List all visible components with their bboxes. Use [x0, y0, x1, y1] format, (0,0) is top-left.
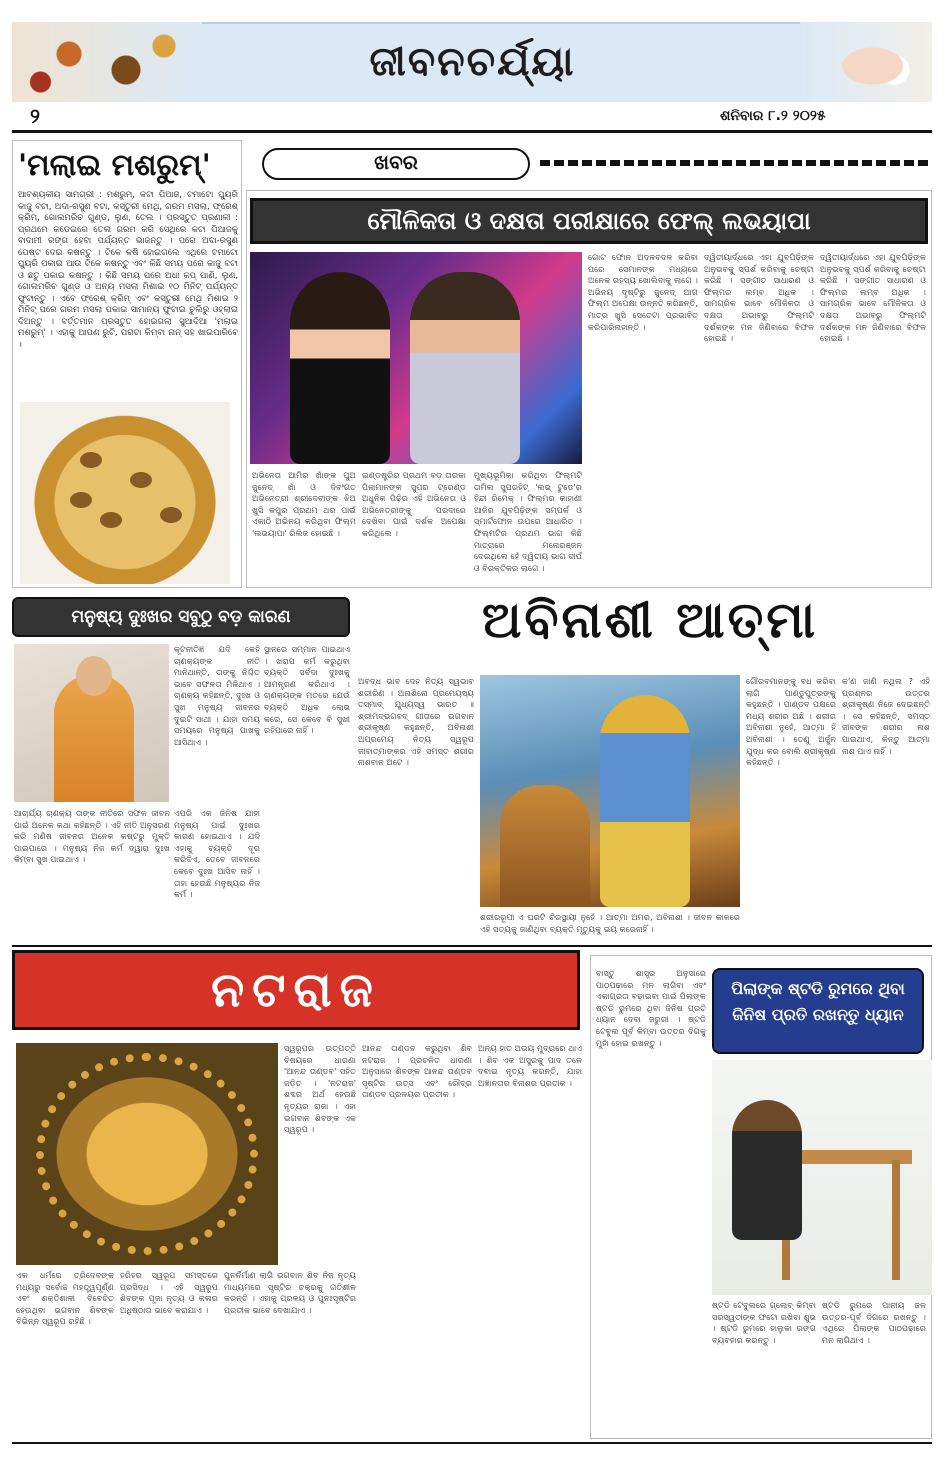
chanakya-column: ଆଚାର୍ଯ୍ୟ ଚାଣକ୍ୟ ତାଙ୍କ ନୀତିରେ ସଫଳ ଜୀବନ ପାଇଁ ଅନେକ କଥା କହିଛନ୍ତି । ଏହି ନୀତି ଅନୁସରଣ କରି ମଣିଷ ଜୀବନର ଅନେକ କଷ୍ଟରୁ ମୁକ୍ତି ପାଇପାରେ । ମନୁଷ୍ୟ ନିଜ କର୍ମ ଦ୍ୱାରା ଦୁଃଖ କିମ୍ବା ସୁଖ ପାଇଥାଏ । — [14, 808, 170, 865]
movie-photo — [250, 252, 582, 464]
news-column: ଦ୍ୱିତୀୟାର୍ଦ୍ଧରେ ଏହା ଯୁବପିଢ଼ିଙ୍କ ଅନୁଭବକୁ ସ୍ପର୍ଶ କରିବାକୁ ଚେଷ୍ଟା କରିଛି । ସଙ୍ଗୀତ ସାଧାରଣ ଓ ଫିଲ୍ମର ଲମ୍ବ ଅଧିକ । ସାମଗ୍ରିକ ଭାବେ ମୌଳିକତା ଓ ଦକ୍ଷତା ଅଭାବରୁ ଫିଲ୍ମଟି ଦର୍ଶକଙ୍କ ମନ ଜିଣିବାରେ ବିଫଳ ହୋଇଛି । — [820, 252, 926, 344]
atma-column: ଶରୀରରୂପୀ ଏ ଘରଟି ଚିରସ୍ଥାୟୀ ନୁହେଁ । ଆତ୍ମା ଅମର, ଅବିନାଶୀ । ଜୀବନ କାଳରେ ଏହି ସତ୍ୟକୁ ଜାଣିଥିବା ବ୍ୟକ୍ତି ମୃତ୍ୟୁକୁ ଭୟ କରେନାହିଁ । — [480, 912, 740, 934]
recipe-text: ଆବଶ୍ୟକୀୟ ସାମଗ୍ରୀ : ମଶରୁମ୍, କଟା ପିଆଜ, ଟମାଟୋ ପ୍ୟୁରି କାଜୁ ବଟା, ଅଦା-ରସୁଣ ବଟା, କସ୍ତୁରୀ ମେଥି, ଗରମ ମସଲା, ଫ୍ରେଶ୍ କ୍ରିମ୍, ଗୋଲମରିଚ ଗୁଣ୍ଡ, ଲୁଣ, ତେଲ । ପ୍ରସ୍ତୁତ ପ୍ରଣାଳୀ : ପ୍ରଥମେ କଡେଇରେ ତେଲ ଗରମ କରି ସେଥିରେ କଟା ପିଆଜକୁ ବାଦାମୀ ରଙ୍ଗ ହେବା ପର୍ଯ୍ୟନ୍ତ ଭାଜନ୍ତୁ । ପରେ ଅଦା-ରସୁଣ ପେଷ୍ଟ ଦେଇ କଷନ୍ତୁ । ଟିକେ କଷି ହୋଇଗଲେ ଏଥିରେ ଟମାଟୋ ପ୍ୟୁରି ପକାଇ ଆଉ ଟିକେ କଷନ୍ତୁ ଏବଂ କିଛି ସମୟ ପରେ କାଜୁ ବଟା ଓ ଛତୁ ପକାଇ କଷନ୍ତୁ । କିଛି ସମୟ ପରେ ଅଧା କପ୍ ପାଣି, ଲୁଣ, ଗୋଲମରିଚ ଗୁଣ୍ଡ ଓ ଅନ୍ୟ ମସଲା ମିଶାଇ ୧୦ ମିନିଟ୍ ପର୍ଯ୍ୟନ୍ତ ଫୁଟାନ୍ତୁ । ଏବେ ଫ୍ରେଶ୍ କ୍ରିମ୍ ଏବଂ କସ୍ତୁରୀ ମେଥି ମିଶାଇ ୨ ମିନିଟ୍ ପରେ ଗରମ ମସଲା ପକାଇ ସାମାନ୍ୟ ଫୁଟାଇ ଚୁଲିରୁ ଓହ୍ଲାଇ ଦିଅନ୍ତୁ । ବର୍ତ୍ତମାନ ପ୍ରସ୍ତୁତ ହୋଇଗଲା ସୁଆଦିଆ 'ମଲାଇ ମଶରୁମ୍' । ଏହାକୁ ଆପଣ ରୁଟି, ପରଟା କିମ୍ବା ନାନ୍ ସହ ଖାଇପାରିବେ । — [18, 190, 238, 350]
chanakya-column: ଏପରି ଏକ ଜିନିଷ ଯାହା ମନୁଷ୍ୟ ପାଇଁ ଦୁଃଖର କାରଣ ହୋଇଥାଏ । ଯଦି ଏହାକୁ ବ୍ୟକ୍ତି ଦୂର କରିଦିଏ, ତେବେ ଜୀବନରେ କେବେ ଦୁଃଖ ଆସିବ ନାହିଁ । ତାହା ହେଉଛି ମନୁଷ୍ୟର ନିଜ କର୍ମ । — [174, 808, 260, 900]
news-column: ମୁଖ୍ୟଭୂମିକା କରିଥିବା ଫିଲ୍ମଟି ତାମିଲ ସୁପରହିଟ୍ 'ଲଭ୍ ଟୁଡେ'ର ହିନ୍ଦୀ ରିମେକ୍ । ଫିଲ୍ମର କାହାଣୀ ଆଜିର ଯୁବପିଢ଼ିଙ୍କ ସମ୍ପର୍କ ଓ ସ୍ମାର୍ଟଫୋନ ଉପରେ ଆଧାରିତ । ଫିଲ୍ମଟିର ପ୍ରଥମ ଭାଗ କିଛି ମାତ୍ରାରେ ମନୋରଞ୍ଜନ ଦେଇଥିଲେ ହେଁ ଦ୍ୱିତୀୟ ଭାଗ ଦୀର୍ଘ ଓ ବିରକ୍ତିକର ଲାଗେ । — [474, 470, 582, 573]
atma-column: ଗୌରବମାନଙ୍କୁ ବଧ କରିବା ଲାଗି ପାଣ୍ଡୁପୁତ୍ରଙ୍କୁ କହୁଛନ୍ତି । ପାଣ୍ଡବ ପକ୍ଷରେ ମଧ୍ୟ ଶରୀର ଅଛି । ଶରୀର ଅବିନାଶୀ ନୁହେଁ, ଆତ୍ମା ହିଁ ଅବିନାଶୀ । ତେଣୁ ଅର୍ଜୁନ ଯୁଦ୍ଧ କର ବୋଲି ଶ୍ରୀକୃଷ୍ଣ କହିଛନ୍ତି । — [746, 676, 836, 768]
nataraj-column: ଏକ ଧର୍ମରେ ତ୍ରିଦେବଙ୍କ ମଧ୍ୟରୁ ସର୍ବୋଚ୍ଚ ମହତ୍ତ୍ୱପୂର୍ଣ୍ଣ ଏବଂ ଶକ୍ତିଶାଳୀ ବିବେଚିତ ହେଉଥିବା ଭଗବାନ ଶିବଙ୍କ ବିଭିନ୍ନ ସ୍ୱରୂପ ରହିଛି । — [16, 1270, 114, 1327]
chanakya-column: ସ୍ଥାନରେ ସମ୍ମାନ ପାଇଥାଏ । ଖରାପ କର୍ମ କରୁଥିବା ବ୍ୟକ୍ତି ସର୍ବଦା ଦୁଃଖକୁ ଆମନ୍ତ୍ରଣ କରିଥାଏ । ଚାଣକ୍ୟଙ୍କ ମତରେ ଯେଉଁ ବ୍ୟକ୍ତି ଅଧିକ ଲୋଭ କରେ, ସେ କେବେ ବି ସୁଖୀ ରହିପାରେ ନାହିଁ । — [264, 644, 350, 736]
nataraj-headline: ନଟରାଜ — [12, 950, 580, 1030]
atma-column: ଅବଦ୍ଧ ଭାବ ଦେହ ନିତ୍ୟ ସ୍ୱଭାବ ଶରୀରିଣ । ଅନାଶିନୋ ପ୍ରମେୟସ୍ୟ ତସ୍ମାଦ୍ ଯୁଧ୍ୟସ୍ୱ ଭାରତ ॥ ଶ୍ରୀମଦ୍ଭଗବଦ୍ ଗୀତାରେ ଭଗବାନ ଶ୍ରୀକୃଷ୍ଣ କହୁଛନ୍ତି, ଅବିନାଶୀ ଅପ୍ରମେୟ ନିତ୍ୟ ସ୍ୱରୂପ ଜୀବାତ୍ମାଙ୍କର ଏହି ସମସ୍ତ ଶରୀର ନାଶବାନ ଅଟେ । — [358, 676, 474, 768]
news-column: ଦ୍ୱିତୀୟାର୍ଦ୍ଧରେ ଏହା ଯୁବପିଢ଼ିଙ୍କ ଅନୁଭବକୁ ସ୍ପର୍ଶ କରିବାକୁ ଚେଷ୍ଟା କରିଛି । ସଙ୍ଗୀତ ସାଧାରଣ ଓ ଫିଲ୍ମର ଲମ୍ବ ଅଧିକ । ସାମଗ୍ରିକ ଭାବେ ମୌଳିକତା ଓ ଦକ୍ଷତା ଅଭାବରୁ ଫିଲ୍ମଟି ଦର୍ଶକଙ୍କ ମନ ଜିଣିବାରେ ବିଫଳ ହୋଇଛି । — [704, 252, 814, 344]
atma-headline: ଅବିନାଶୀ ଆତ୍ମା — [481, 590, 819, 649]
news-headline: ମୌଳିକତା ଓ ଦକ୍ଷତା ପରୀକ୍ଷାରେ ଫେଲ୍ ଲଭୟାପା — [250, 198, 928, 244]
section-rule — [12, 945, 932, 947]
kid-study-photo — [712, 1060, 932, 1295]
nataraj-column: ପୁନର୍ନିର୍ମାଣ ଲାଗି ଭଗବାନ ଶିବ ନିଜ ନୃତ୍ୟ ମାଧ୍ୟମରେ ସୃଷ୍ଟିର ଚକ୍ରକୁ ଗତିଶୀଳ କରନ୍ତି । ଏହାକୁ ପ୍ରଳୟ ଓ ପୁନଃସୃଷ୍ଟିର ପ୍ରତୀକ ଭାବେ ଦେଖାଯାଏ । — [224, 1270, 356, 1315]
dash-divider — [540, 160, 928, 166]
chanakya-column: କୂଟନୀତିଜ୍ଞ ଯଦି କେହି ଚାଣକ୍ୟଙ୍କ ନୀତି ମାନିଥାନ୍ତି, ତାଙ୍କୁ ନିଶ୍ଚିତ ଭାବେ ସଫଳତା ମିଳିଥାଏ । ଚାଣକ୍ୟ କହିଛନ୍ତି, ଦୁଃଖ ଓ ସୁଖ ମନୁଷ୍ୟ ଜୀବନର ଦୁଇଟି ସାଥୀ । ଯାହା ସମୟ ସମୟରେ ମନୁଷ୍ୟ ପାଖକୁ ଆସିଥାଏ । — [174, 644, 260, 747]
bottom-rule — [12, 1442, 932, 1444]
news-column: ଇଣ୍ଡଷ୍ଟ୍ରିର ପ୍ରଥମ ବଡ଼ ତାରକା ପିଲାମାନଙ୍କ ସୁପର ଟ୍ରେଣ୍ଡ ଅଧୁନିକ ପିଢ଼ିର ଏହି ଅଭିନେତା ଓ ଅଭିନେତ୍ରୀଙ୍କୁ ପରଦାରେ ଦେଖିବା ପାଇଁ ଦର୍ଶକ ଅପେକ୍ଷା କରିଥିଲେ । — [362, 470, 466, 538]
masthead-rule — [12, 130, 932, 133]
kids-column: ଷ୍ଟଡି ଟେବୁଲରେ ଗ୍ଲୋବ୍ କିମ୍ବା ସରସ୍ୱତୀଙ୍କ ଫଟୋ ରଖିବା ଶୁଭ । ଷ୍ଟଡି ରୁମରେ ହାଲୁକା ରଙ୍ଗ ବ୍ୟବହାର କରନ୍ତୁ । — [712, 1300, 816, 1345]
recipe-title: 'ମଲାଇ ମଶରୁମ୍' — [18, 148, 211, 183]
chanakya-headline: ମନୁଷ୍ୟ ଦୁଃଖର ସବୁଠୁ ବଡ଼ କାରଣ — [12, 597, 350, 637]
news-column: ଅଭିନେତା ଆମିର ଖାଁଙ୍କ ପୁଅ ଜୁନେଦ୍ ଖାଁ ଓ ଦିବଂଗତ ଅଭିନେତ୍ରୀ ଶ୍ରୀଦେବୀଙ୍କ ଝିଅ ଖୁସି କପୁର ପ୍ରଥମ ଥର ପାଇଁ ଏକାଠି ଅଭିନୟ କରିଥିବା ଫିଲ୍ମ 'ଲଭୟାପା' ରିଲିଜ ହୋଇଛି । — [252, 470, 356, 538]
dateline: ଶନିବାର ୮.୨ ୨୦୨୫ — [720, 108, 826, 124]
nataraj-column: ଅନ୍ୟ ହାତ ଅଭୟ ମୁଦ୍ରାରେ ଥାଏ । ଶିବ ଏକ ଅସୁରକୁ ପାଦ ତଳେ ଦବାଇ ନୃତ୍ୟ କରନ୍ତି, ଯାହା ଅଜ୍ଞାନତାର ବିନାଶର ପ୍ରତୀକ । — [478, 1043, 582, 1088]
atma-column: କ'ଣ ଜାଣି ନଥିଲ ? ଏହି ପ୍ରଶ୍ନର ଉତ୍ତର ଶ୍ରୀକୃଷ୍ଣ ନିଜେ ଦେଇଛନ୍ତି । ସେ କହିଛନ୍ତି, ସମସ୍ତ ଜୀବଙ୍କ ଶରୀର ନାଶ ପାଇଥାଏ, କିନ୍ତୁ ଆତ୍ମା ନାଶ ପାଏ ନାହିଁ । — [842, 676, 930, 756]
kids-column: ବାସ୍ତୁ ଶାସ୍ତ୍ର ଅନୁସାରେ ପାଠପଢ଼ାରେ ମନ ଲାଗିବା ଏବଂ ଏକାଗ୍ରତା ବଢ଼ାଇବା ପାଇଁ ପିଲାଙ୍କ ଷ୍ଟଡି ରୁମରେ ଥିବା ଜିନିଷ ପ୍ରତି ଧ୍ୟାନ ଦେବା ଜରୁରୀ । ଷ୍ଟଡି ଟେବୁଲ ପୂର୍ବ କିମ୍ବା ଉତ୍ତର ଦିଗକୁ ମୁହାଁ ହୋଇ ରଖନ୍ତୁ । — [596, 968, 706, 1048]
kids-column: ଷ୍ଟଡି ରୁମରେ ପାନୀୟ ଜଳ ଉତ୍ତର-ପୂର୍ବ ଦିଗରେ ରଖନ୍ତୁ । ଏଥିରେ ପିଲାଙ୍କ ପାଠପଢ଼ାରେ ମନ ଲାଗିଥାଏ । — [822, 1300, 926, 1345]
section-title: ଜୀବନଚର୍ଯ୍ୟା — [369, 38, 576, 85]
kids-headline: ପିଲାଙ୍କ ଷ୍ଟଡି ରୁମରେ ଥିବା ଜିନିଷ ପ୍ରତି ରଖନ୍ତୁ ଧ୍ୟାନ — [712, 968, 924, 1054]
section-label: ଖବର — [374, 150, 418, 174]
nataraj-column: ଆନନ୍ଦ ତାଣ୍ଡବ କରୁଥିବା ଶିବ ନଟରାଜ । ପ୍ରଚଳିତ ଧାରଣା ଅନୁସାରେ ଶିବଙ୍କ ଆନନ୍ଦ ତାଣ୍ଡବ ସୃଷ୍ଟିର ଉତ୍ସ ଏବଂ ରୌଦ୍ର ତାଣ୍ଡବ ପ୍ରଳୟର ପ୍ରତୀକ । — [362, 1043, 472, 1100]
nataraj-column: ସ୍ୱରୂପର ଉତ୍ପତ୍ତି ବିଷୟରେ ଧାରଣା 'ଆନନ୍ଦ ତାଣ୍ଡବ' ସହିତ ଜଡ଼ିତ । 'ନଟରାଜ' ଶବ୍ଦର ଅର୍ଥ ହେଉଛି ନୃତ୍ୟର ରାଜା । ଏହା ଭଗବାନ ଶିବଙ୍କ ଏକ ସ୍ୱରୂପ । — [284, 1043, 356, 1135]
nataraj-photo — [16, 1043, 278, 1265]
news-column: ଗୋଟ ଫୋନ ଅଦଳବଦଳ କରିବା ପରେ ସେମାନଙ୍କ ମଧ୍ୟରେ ଅନେକ ରହସ୍ୟ ଖୋଲିବାକୁ ଲାଗେ । ଅଭିନୟ ଦୃଷ୍ଟିରୁ ଜୁନେଦ୍ ଆଗ ଫିଲ୍ମ ଅପେକ୍ଷା ଉନ୍ନତି କରିଛନ୍ତି, ମାତ୍ର ଖୁସି ସେତେଟା ପ୍ରଭାବିତ କରିପାରିନାହାନ୍ତି । — [588, 252, 698, 332]
krishna-photo — [480, 675, 740, 907]
recipe-photo — [20, 402, 230, 584]
nataraj-column: ହରିହର ସ୍ୱରୂପ ସମସ୍ତରେ ପ୍ରସିଦ୍ଧ । ଏହି ସ୍ୱରୂପ ଶିବଙ୍କ ପୂଜା ନୃତ୍ୟ ଓ କଳାର ଅଧିଷ୍ଠାତା ଭାବେ କରାଯାଏ । — [120, 1270, 218, 1315]
page-number: ୨ — [30, 104, 40, 128]
chanakya-photo — [14, 644, 169, 802]
